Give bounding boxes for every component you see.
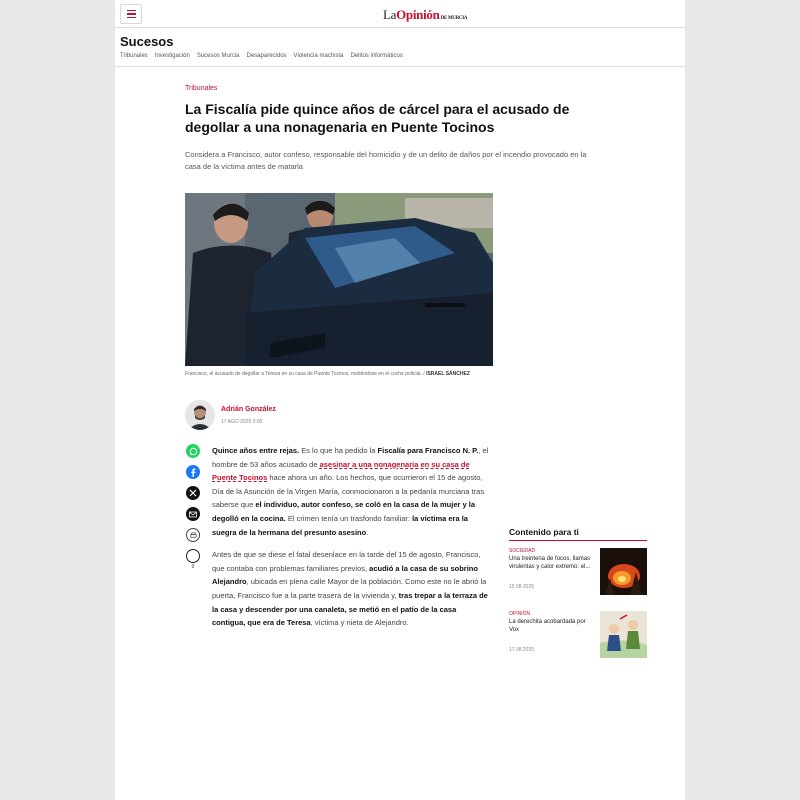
author-avatar[interactable] (185, 400, 215, 430)
page (115, 0, 685, 800)
subnav-item-desaparecidos[interactable]: Desaparecidos (246, 53, 287, 59)
top-bar (115, 0, 685, 28)
article-headline: La Fiscalía pide quince años de cárcel para el acusado de degollar a una nonagenaria en Puente Tocinos (185, 101, 570, 135)
comments-button[interactable] (186, 549, 200, 563)
article-lead: Considera a Francisco, autor confeso, responsable del homicidio y de un delito de daños por el incendio provocado en la casa de la víctima antes de matarla (185, 150, 587, 171)
recommended-date: 15 08 2025 (509, 584, 535, 590)
article-photo (185, 193, 493, 366)
comment-count: 0 (191, 564, 195, 570)
print-button[interactable] (186, 528, 200, 542)
recommended-date: 17 08 2025 (509, 647, 535, 653)
comment-icon (193, 556, 194, 557)
divider (509, 540, 647, 541)
email-share-button[interactable] (186, 507, 200, 521)
menu-button[interactable] (120, 4, 142, 24)
recommended-thumbnail (600, 548, 647, 595)
subnav-item-violencia-machista[interactable]: Violencia machista (293, 53, 344, 59)
recommended-title: La derechita acobardada por Vox (509, 619, 586, 633)
paragraph: Quince años entre rejas. Es lo que ha pedido la Fiscalía para Francisco N. P., el hombre de 53 años acusado de asesinar a una nonagenaria en su casa de Puente Tocinos hace ahora un año. Los hechos, que ocurrieron el 15 de agosto, Día de la Asunción de la Virgen María, conmocionaron a la pedanía murciana tras saberse que el individuo, autor confeso, se coló en la casa de la mujer y la degolló en la cocina. El crimen tenía un trasfondo familiar: la víctima era la suegra de la hermana del presunto asesino. (212, 446, 489, 537)
recommended-tag: SOCIEDAD (509, 548, 536, 554)
facebook-icon (189, 468, 197, 477)
recommended-thumbnail (600, 611, 647, 658)
whatsapp-icon (189, 447, 198, 456)
photo-caption: Francisco, el acusado de degollar a Teresa en su casa de Puente Tocinos, metiéndose en el coche policial. / ISRAEL SÁNCHEZ (185, 371, 470, 377)
mail-icon (189, 511, 197, 518)
publish-date: 17 AGO 2025 0:00 (221, 419, 263, 425)
paragraph: Antes de que se diese el fatal desenlace en la tarde del 15 de agosto, Francisco, que contaba con problemas familiares previos, acudió a la casa de su sobrino Alejandro, ubicada en plena calle Mayor de la población. Como este no le abrió la puerta, Francisco fue a la parte trasera de la vivienda y, tras trepar a la terraza de la casa y descender por una canaleta, se metió en el patio de la casa contigua, que era de Teresa, víctima y nieta de Alejandro. (212, 550, 488, 628)
article-category[interactable]: Tribunales (185, 85, 218, 92)
recommended-title: Una treintena de focos, llamas virulentas y calor extremo: el... (509, 556, 591, 570)
recommended-tag: OPINIÓN (509, 611, 531, 617)
photo-credit: ISRAEL SÁNCHEZ (426, 371, 470, 377)
author-name[interactable]: Adrián González (221, 406, 276, 413)
divider (115, 66, 685, 67)
x-icon (189, 489, 197, 497)
print-icon (190, 532, 197, 539)
subnav-item-tribunales[interactable]: Tribunales (120, 53, 148, 59)
article-link[interactable]: asesinar a una nonagenaria en su casa de Puente Tocinos (212, 459, 470, 483)
subnav-item-sucesos-murcia[interactable]: Sucesos Murcia (196, 53, 240, 59)
subnav (120, 53, 403, 59)
subnav-item-investigacion[interactable]: Investigación (154, 53, 190, 59)
hamburger-icon (127, 10, 136, 12)
recommended-item[interactable] (509, 548, 647, 598)
subnav-item-delitos-informaticos[interactable]: Delitos informáticos (350, 53, 403, 59)
share-bar (186, 444, 200, 570)
sidebar-title: Contenido para ti (509, 527, 579, 537)
whatsapp-share-button[interactable] (186, 444, 200, 458)
facebook-share-button[interactable] (186, 465, 200, 479)
site-logo[interactable]: LaOpiniónDE MURCIA (383, 7, 468, 22)
section-title[interactable]: Sucesos (120, 34, 174, 49)
x-share-button[interactable] (186, 486, 200, 500)
recommended-item[interactable] (509, 611, 647, 661)
article-body (212, 444, 490, 639)
